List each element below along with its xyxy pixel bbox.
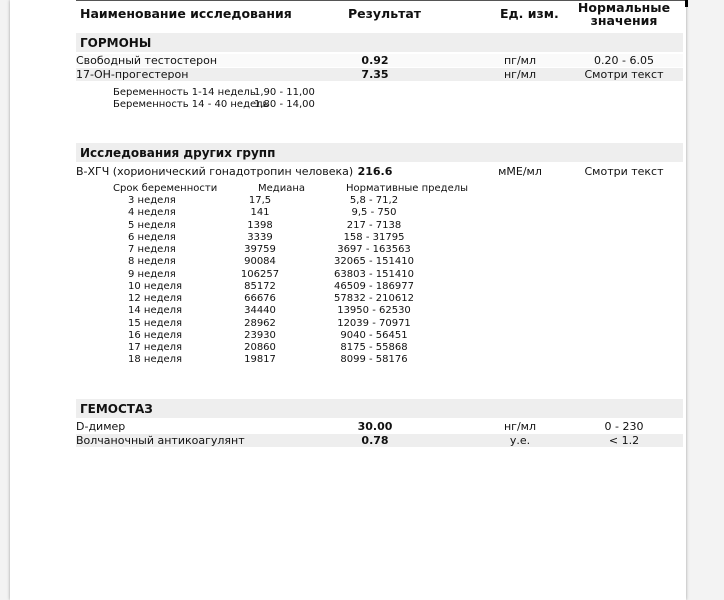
table-cell-limits: 12039 - 70971 [337, 318, 411, 329]
row-norm: Смотри текст [584, 68, 664, 81]
row-name: D-димер [76, 420, 126, 433]
table-cell-limits: 13950 - 62530 [337, 305, 411, 316]
table-cell-week: 12 неделя [128, 293, 183, 304]
note-label: Беременность 14 - 40 недель [113, 99, 269, 110]
table-cell-limits: 8099 - 58176 [340, 354, 408, 365]
section-title-hemostasis: ГЕМОСТАЗ [80, 402, 153, 416]
table-cell-week: 6 неделя [128, 232, 176, 243]
table-cell-week: 15 неделя [128, 318, 183, 329]
note-label: Беременность 1-14 недель [113, 87, 256, 98]
corner-mark [685, 0, 688, 7]
table-cell-limits: 3697 - 163563 [337, 244, 411, 255]
row-unit: у.е. [509, 434, 531, 447]
table-cell-median: 39759 [244, 244, 276, 255]
note-range: 1,80 - 14,00 [254, 99, 315, 110]
table-header-median: Медиана [258, 183, 305, 194]
table-cell-week: 7 неделя [128, 244, 176, 255]
header-norm-line2: значения [590, 13, 658, 28]
table-cell-limits: 32065 - 151410 [334, 256, 414, 267]
row-name: 17-ОН-прогестерон [76, 68, 189, 81]
table-cell-median: 19817 [244, 354, 276, 365]
table-header-week: Срок беременности [113, 183, 218, 194]
header-unit: Ед. изм. [500, 6, 559, 21]
table-cell-limits: 9040 - 56451 [340, 330, 408, 341]
table-cell-median: 23930 [244, 330, 276, 341]
row-result: 216.6 [357, 165, 393, 178]
row-result: 30.00 [357, 420, 393, 433]
table-cell-week: 4 неделя [128, 207, 176, 218]
table-cell-week: 10 неделя [128, 281, 183, 292]
row-result: 0.92 [361, 54, 389, 67]
table-cell-limits: 57832 - 210612 [334, 293, 414, 304]
table-cell-week: 16 неделя [128, 330, 183, 341]
section-title-other: Исследования других групп [80, 146, 276, 160]
table-cell-limits: 8175 - 55868 [340, 342, 408, 353]
row-unit: нг/мл [503, 68, 536, 81]
row-unit: пг/мл [503, 54, 536, 67]
table-cell-limits: 63803 - 151410 [334, 269, 414, 280]
section-band-hormones [76, 33, 683, 52]
row-result: 0.78 [361, 434, 389, 447]
table-cell-limits: 158 - 31795 [343, 232, 405, 243]
table-cell-median: 66676 [244, 293, 276, 304]
table-cell-median: 85172 [244, 281, 276, 292]
table-cell-median: 106257 [240, 269, 280, 280]
row-result: 7.35 [361, 68, 389, 81]
table-cell-median: 17,5 [248, 195, 272, 206]
table-cell-median: 90084 [244, 256, 276, 267]
table-cell-week: 9 неделя [128, 269, 176, 280]
table-cell-limits: 46509 - 186977 [334, 281, 414, 292]
row-name: B-ХГЧ (хорионический гонадотропин человека) [76, 165, 354, 178]
table-cell-week: 8 неделя [128, 256, 176, 267]
row-name: Волчаночный антикоагулянт [76, 434, 245, 447]
section-title-hormones: ГОРМОНЫ [80, 36, 152, 50]
section-band-hemostasis [76, 399, 683, 418]
table-header-limits: Нормативные пределы [346, 183, 469, 194]
row-norm: 0.20 - 6.05 [594, 54, 654, 67]
table-cell-median: 1398 [247, 220, 273, 231]
header-result: Результат [348, 6, 422, 21]
row-norm: < 1.2 [608, 434, 640, 447]
table-cell-median: 28962 [244, 318, 276, 329]
table-cell-limits: 9,5 - 750 [351, 207, 397, 218]
table-cell-week: 17 неделя [128, 342, 183, 353]
row-unit: нг/мл [503, 420, 536, 433]
table-cell-median: 3339 [247, 232, 273, 243]
row-unit: мМЕ/мл [498, 165, 542, 178]
row-norm: 0 - 230 [604, 420, 644, 433]
header-name: Наименование исследования [80, 6, 292, 21]
table-cell-limits: 5,8 - 71,2 [349, 195, 399, 206]
note-range: 1,90 - 11,00 [254, 87, 315, 98]
table-cell-week: 14 неделя [128, 305, 183, 316]
table-cell-week: 3 неделя [128, 195, 176, 206]
header-norm-line1: Нормальные [577, 0, 671, 15]
table-cell-median: 141 [250, 207, 270, 218]
table-cell-median: 20860 [244, 342, 276, 353]
table-cell-median: 34440 [244, 305, 276, 316]
row-name: Свободный тестостерон [76, 54, 218, 67]
table-cell-limits: 217 - 7138 [346, 220, 402, 231]
table-cell-week: 18 неделя [128, 354, 183, 365]
row-norm: Смотри текст [584, 165, 664, 178]
table-cell-week: 5 неделя [128, 220, 176, 231]
